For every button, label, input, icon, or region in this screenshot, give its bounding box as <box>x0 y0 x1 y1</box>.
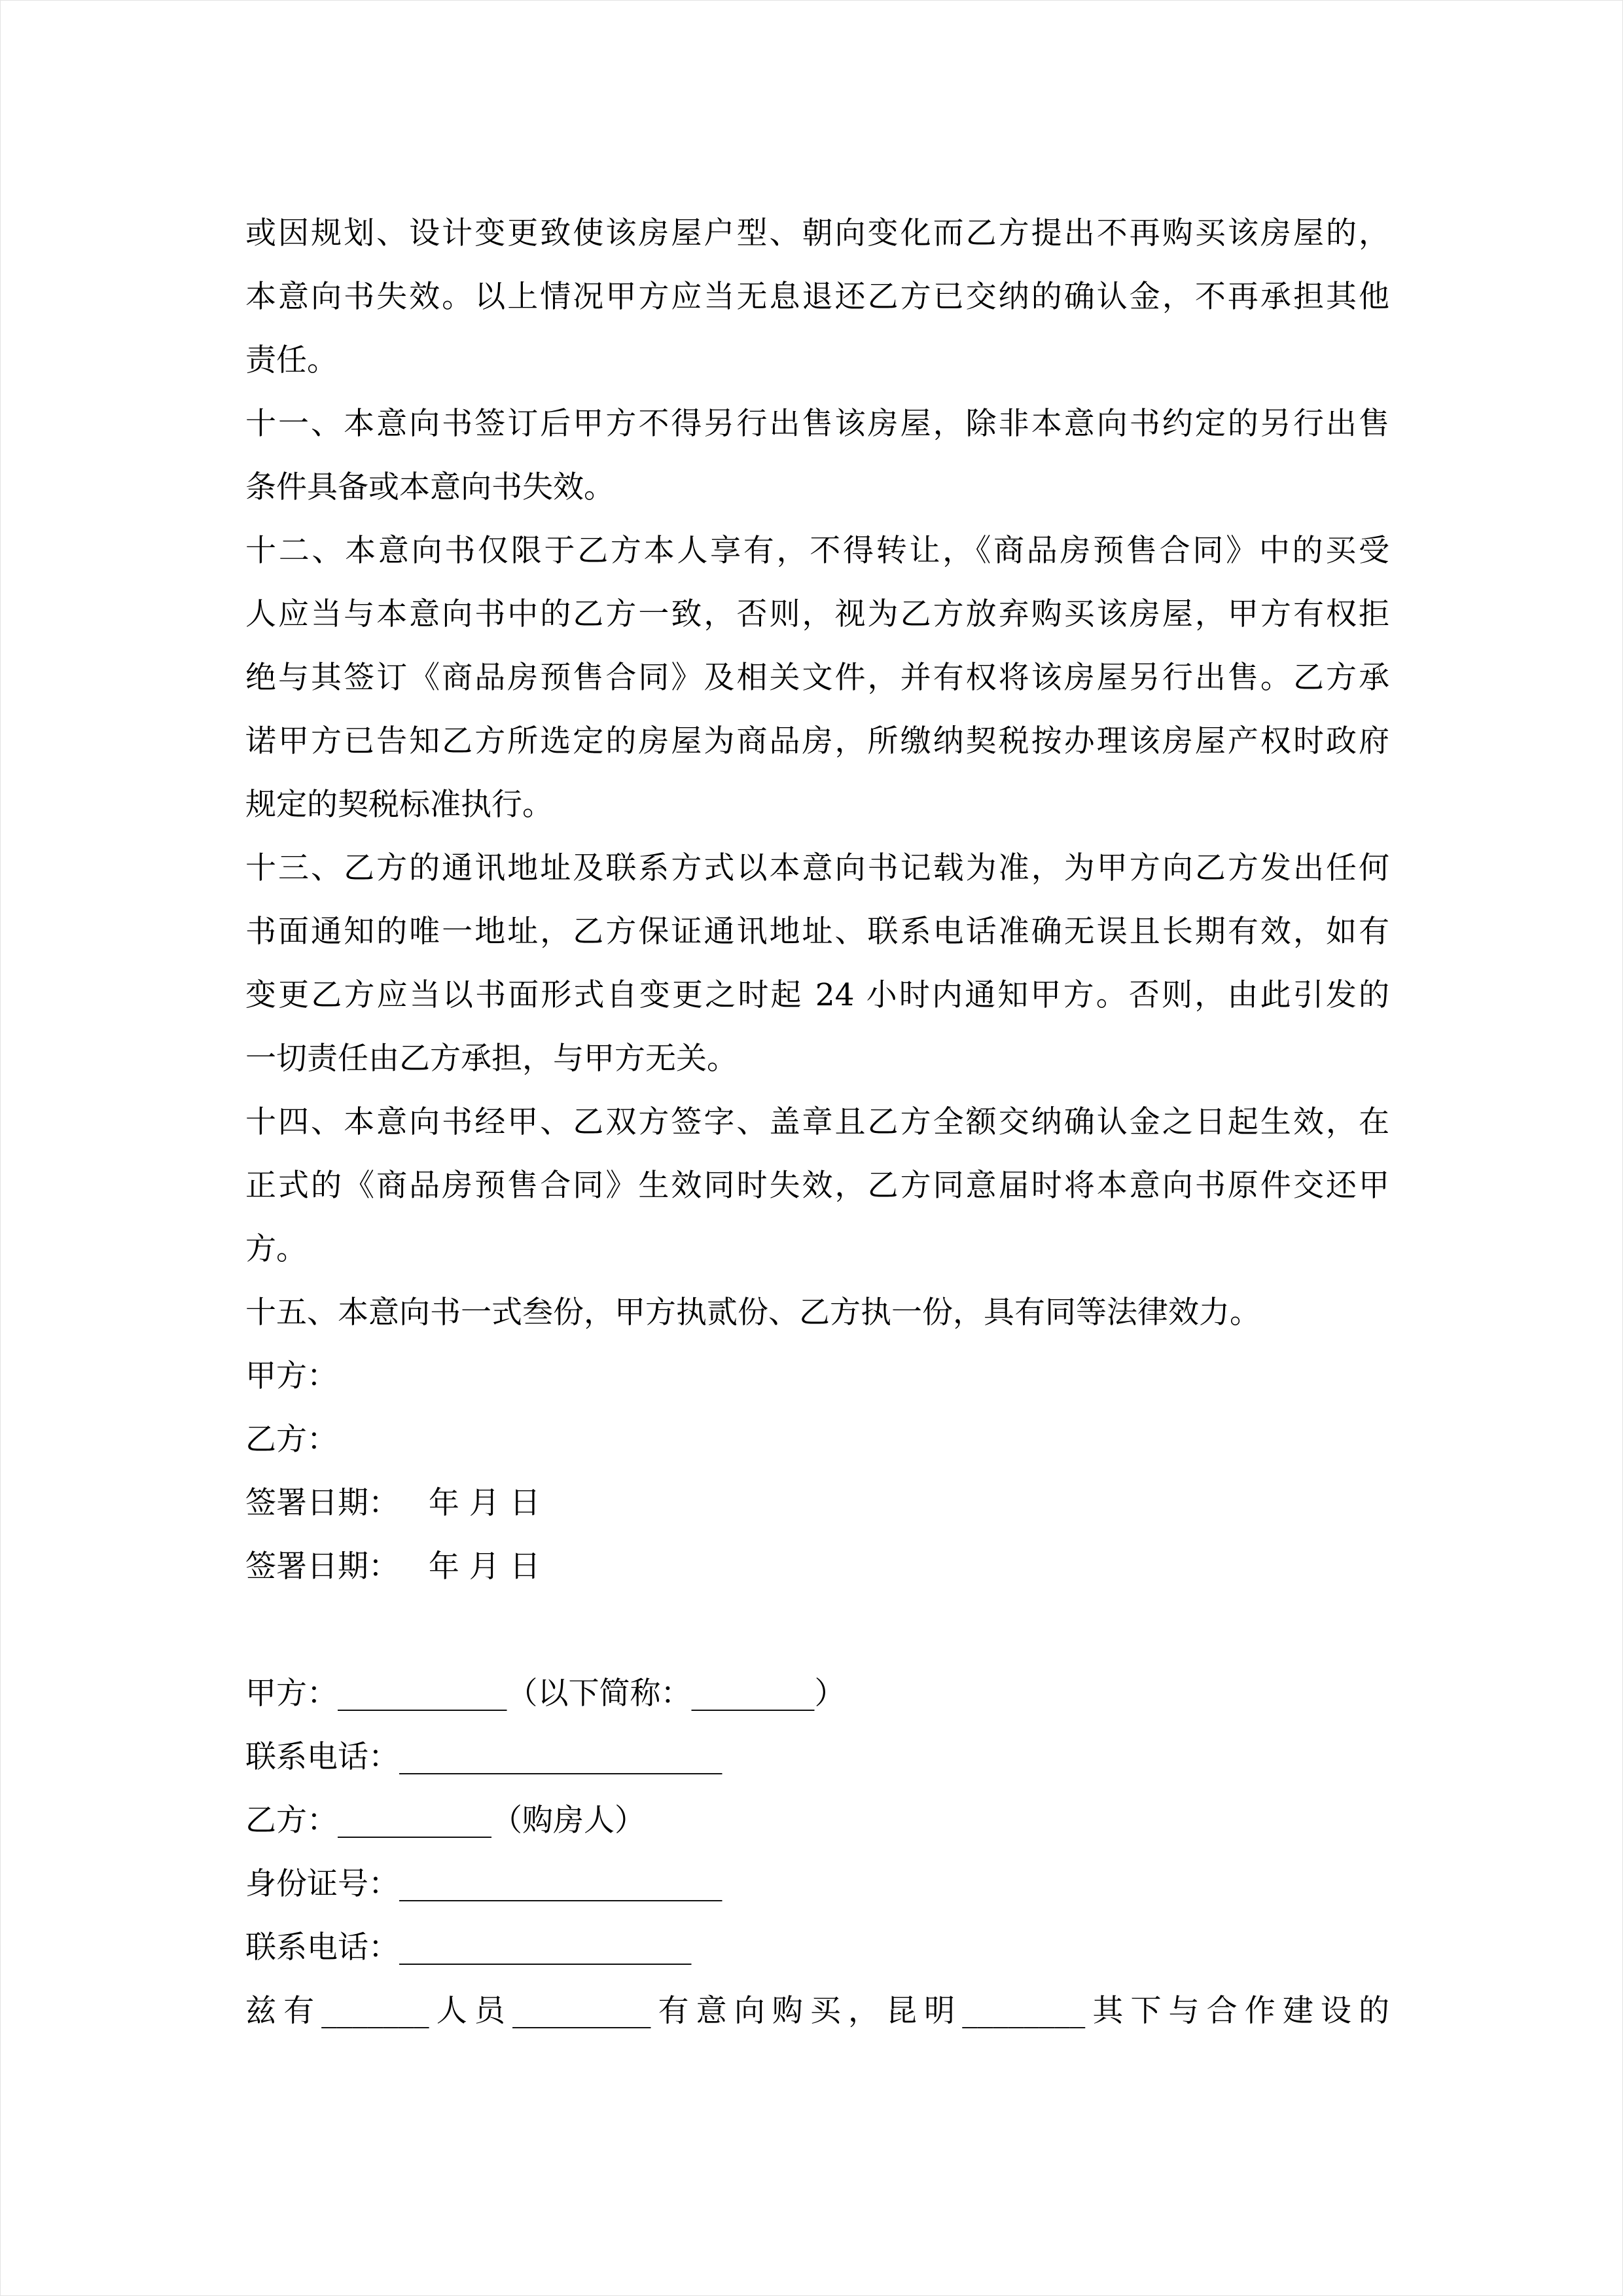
document-line: 兹有_______人员_________有意向购买，昆明________其下与合作建设的 <box>245 1993 1389 2029</box>
document-line: 十四、本意向书经甲、乙双方签字、盖章且乙方全额交纳确认金之日起生效，在 <box>245 1104 1389 1140</box>
document-line: 联系电话：___________________ <box>245 1929 692 1965</box>
document-line: 书面通知的唯一地址，乙方保证通讯地址、联系电话准确无误且长期有效，如有 <box>245 914 1389 950</box>
contract-text-block <box>245 202 1389 2043</box>
document-line: 联系电话：_____________________ <box>245 1739 722 1775</box>
document-line: 正式的《商品房预售合同》生效同时失效，乙方同意届时将本意向书原件交还甲 <box>245 1168 1389 1204</box>
document-line: 一切责任由乙方承担，与甲方无关。 <box>245 1041 738 1077</box>
document-line: 甲方： <box>245 1358 338 1394</box>
document-line: 甲方：___________（以下简称：________） <box>245 1676 846 1712</box>
document-line: 乙方： <box>245 1422 338 1458</box>
document-line: 十三、乙方的通讯地址及联系方式以本意向书记载为准，为甲方向乙方发出任何 <box>245 850 1389 886</box>
document-line: 十一、本意向书签订后甲方不得另行出售该房屋，除非本意向书约定的另行出售 <box>245 406 1389 442</box>
document-line: 十二、本意向书仅限于乙方本人享有，不得转让，《商品房预售合同》中的买受 <box>245 533 1389 569</box>
document-line: 变更乙方应当以书面形式自变更之时起 24 小时内通知甲方。否则，由此引发的 <box>245 977 1389 1013</box>
document-line: 方。 <box>245 1231 307 1267</box>
document-line: 或因规划、设计变更致使该房屋户型、朝向变化而乙方提出不再购买该房屋的， <box>245 215 1389 251</box>
document-line: 本意向书失效。以上情况甲方应当无息退还乙方已交纳的确认金，不再承担其他 <box>245 279 1389 315</box>
document-line: 身份证号：_____________________ <box>245 1866 722 1902</box>
document-line: 签署日期： 年 月 日 <box>245 1549 541 1585</box>
document-line: 责任。 <box>245 342 338 378</box>
document-line: 规定的契税标准执行。 <box>245 787 553 823</box>
document-line: 人应当与本意向书中的乙方一致，否则，视为乙方放弃购买该房屋，甲方有权拒 <box>245 596 1389 632</box>
document-line: 诺甲方已告知乙方所选定的房屋为商品房，所缴纳契税按办理该房屋产权时政府 <box>245 723 1389 759</box>
document-line <box>245 1598 1389 1662</box>
document-line: 十五、本意向书一式叁份，甲方执贰份、乙方执一份，具有同等法律效力。 <box>245 1295 1260 1331</box>
document-line: 绝与其签订《商品房预售合同》及相关文件，并有权将该房屋另行出售。乙方承 <box>245 660 1389 696</box>
document-line: 乙方：__________（购房人） <box>245 1803 645 1839</box>
document-line: 条件具备或本意向书失效。 <box>245 469 615 505</box>
document-line: 签署日期： 年 月 日 <box>245 1485 541 1521</box>
